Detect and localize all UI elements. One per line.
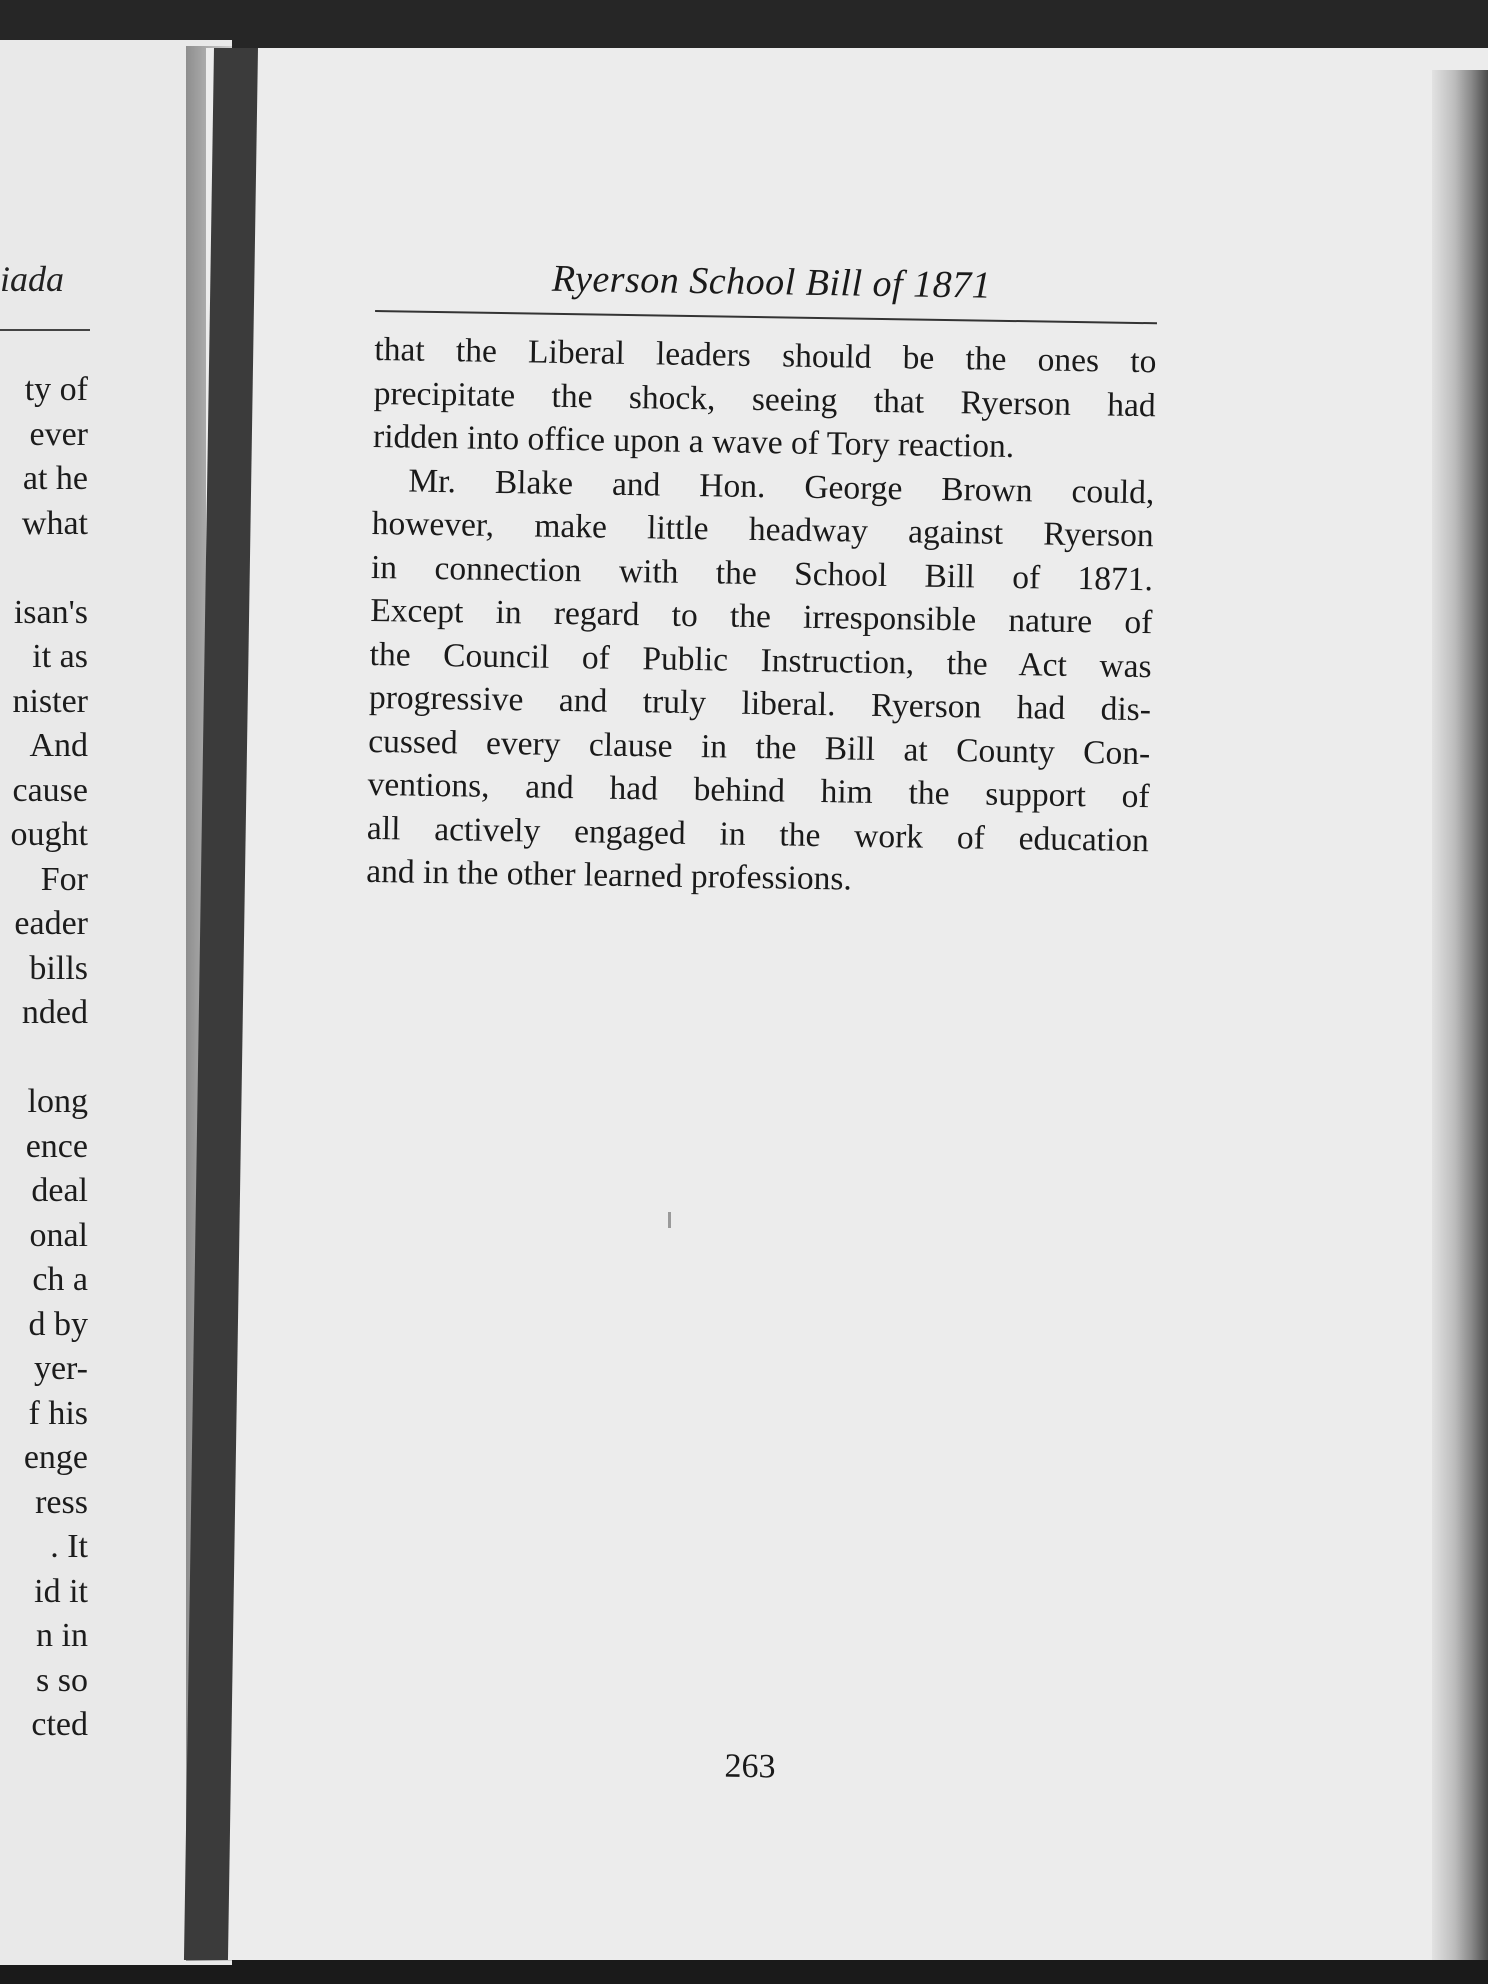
text-line: all actively engaged in the work of education [366, 809, 1150, 859]
previous-page-line: n in [36, 1617, 88, 1654]
running-head: Ryerson School Bill of 1871 [551, 257, 992, 307]
paragraph [366, 458, 1155, 905]
previous-page-line: d by [28, 1305, 88, 1343]
text-line: progressive and truly liberal. Ryerson had dis- [368, 678, 1152, 729]
text-line: precipitate the shock, seeing that Ryerson had [373, 374, 1156, 424]
previous-page-line: ence [25, 1127, 88, 1165]
previous-page-line: nded [21, 994, 88, 1031]
text-line: cussed every clause in the Bill at County Con- [368, 722, 1151, 772]
page-edge-stack [1432, 70, 1488, 1960]
previous-page-line: long [27, 1083, 88, 1120]
previous-page-line: isan's [13, 593, 88, 631]
previous-page-line: cted [31, 1706, 88, 1743]
text-line: Mr. Blake and Hon. George Brown could, [408, 462, 1155, 511]
previous-page-line: ress [35, 1483, 88, 1521]
previous-page-line: deal [31, 1172, 88, 1209]
previous-page-line: For [40, 860, 88, 898]
previous-page-head-rule [0, 329, 90, 331]
previous-page-line: ty of [24, 371, 88, 408]
previous-page-line: cause [12, 771, 88, 809]
previous-page-line: . It [50, 1528, 88, 1565]
previous-page-line: ch a [32, 1261, 88, 1298]
previous-page-line: eader [14, 905, 88, 942]
paragraph [373, 328, 1157, 471]
previous-page-blank-line [0, 1036, 88, 1081]
running-head-rule [375, 310, 1157, 324]
text-line: that the Liberal leaders should be the ones to [374, 330, 1157, 381]
page-number: 263 [724, 1747, 776, 1786]
previous-page-line: what [21, 504, 88, 542]
previous-page-line: enge [23, 1439, 88, 1476]
previous-page-line: id it [34, 1572, 88, 1610]
previous-page-line: ever [29, 415, 88, 453]
previous-page-line: nister [12, 682, 88, 720]
previous-page-line: ought [10, 816, 88, 853]
text-line: in connection with the School Bill of 1871. [370, 548, 1154, 598]
previous-page-running-head: iada [0, 259, 64, 299]
previous-page-line: s so [36, 1661, 88, 1699]
page-content [366, 252, 1158, 906]
paper-speck [668, 1212, 671, 1228]
text-line: and in the other learned professions. [365, 852, 853, 898]
previous-page-line: bills [29, 949, 88, 987]
text-line: Except in regard to the irresponsible nature of [370, 591, 1153, 642]
previous-page-line: yer- [33, 1350, 88, 1387]
previous-page-line: f his [28, 1394, 88, 1432]
previous-page-blank-line [0, 546, 88, 591]
previous-page-line: onal [29, 1216, 88, 1254]
previous-page-line: And [29, 727, 88, 764]
previous-page-line: it as [32, 638, 88, 675]
text-line: the Council of Public Instruction, the Act was [369, 635, 1152, 685]
previous-page-line-fragments [0, 368, 88, 1748]
body-text [366, 328, 1157, 906]
previous-page-text-area [0, 40, 92, 1965]
text-line: however, make little headway against Ryerson [371, 504, 1154, 555]
text-line: ventions, and had behind him the support of [367, 765, 1150, 816]
previous-page-line: at he [22, 460, 88, 497]
text-line: ridden into office upon a wave of Tory reaction. [372, 417, 1015, 466]
